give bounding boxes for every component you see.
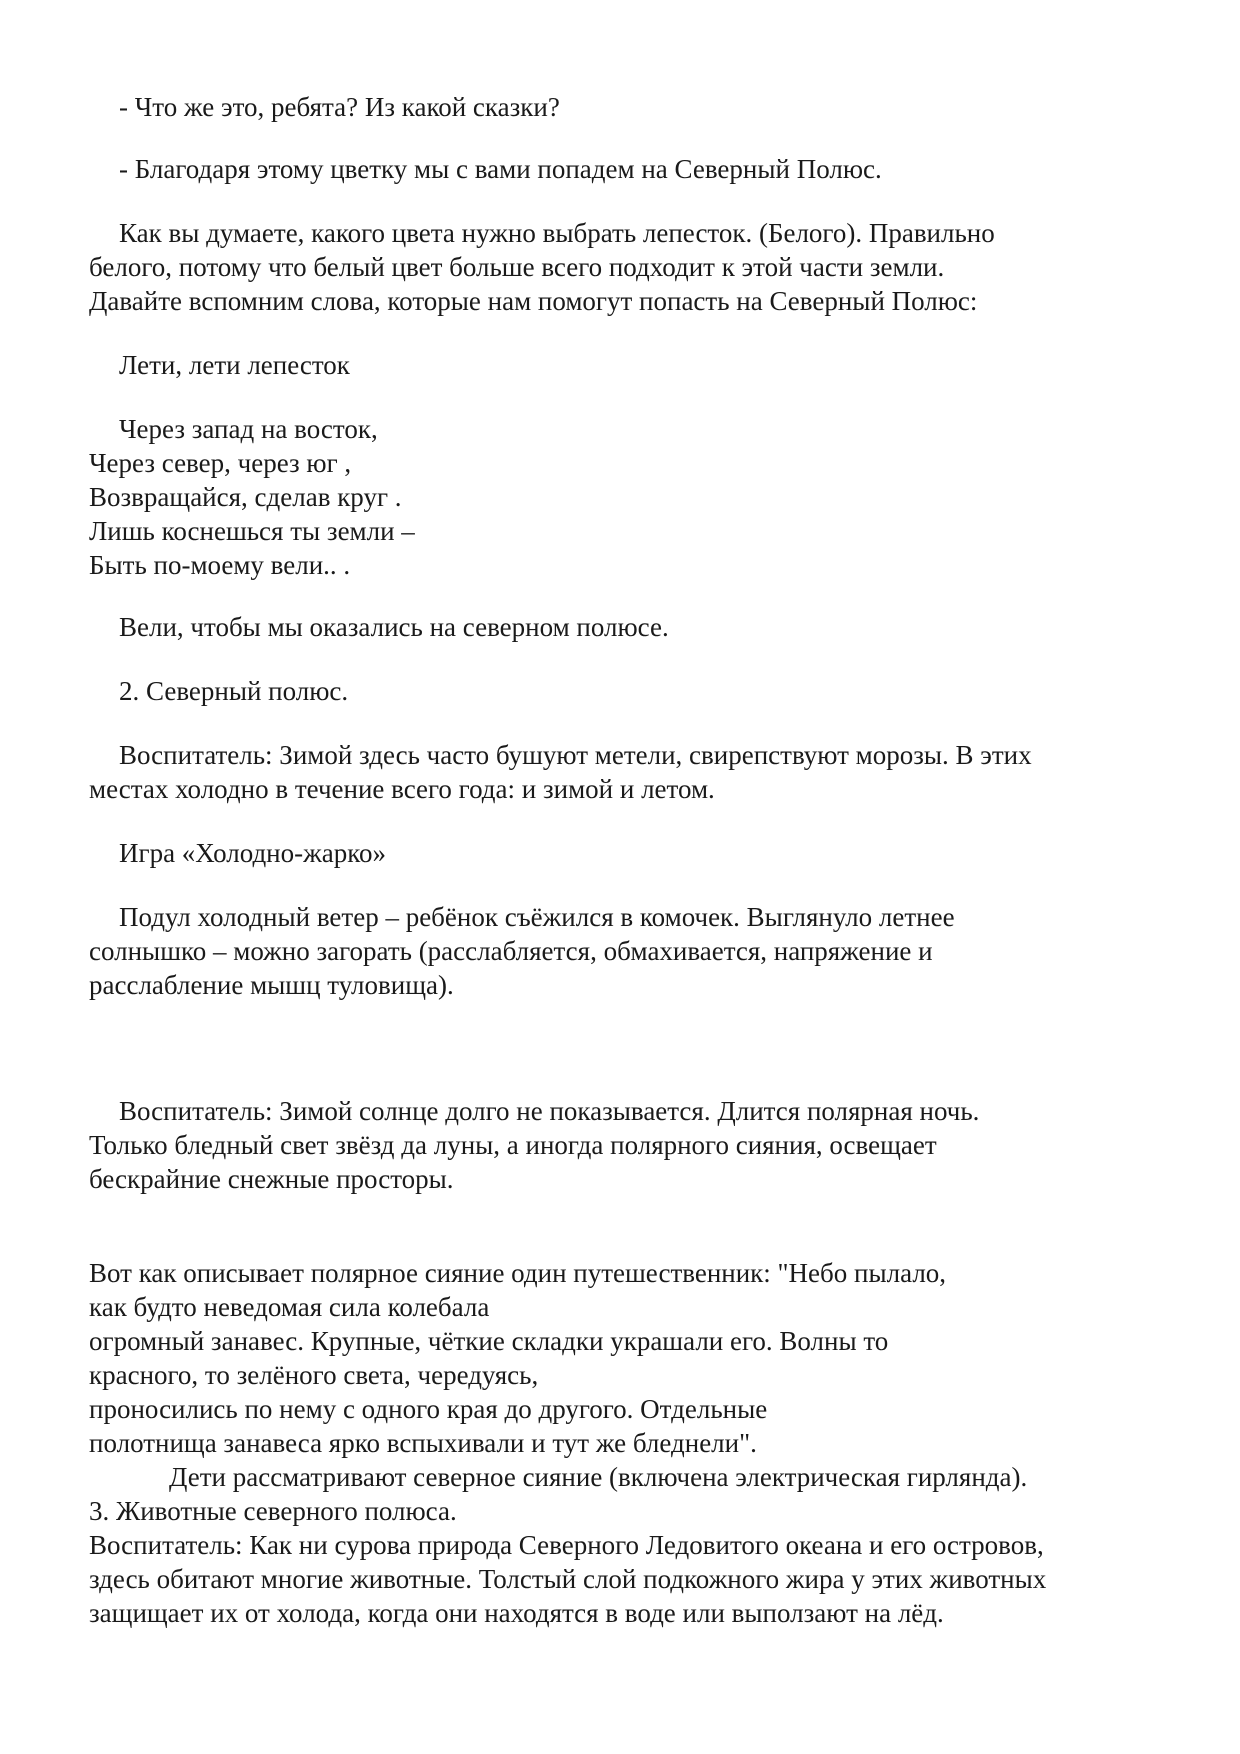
text-line: Воспитатель: Как ни сурова природа Северного Ледовитого океана и его островов, [89, 1530, 1044, 1560]
text-line: бескрайние снежные просторы. [89, 1164, 454, 1194]
text-line: Дети рассматривают северное сияние (включена электрическая гирлянда). [169, 1462, 1028, 1492]
text-line: местах холодно в течение всего года: и зимой и летом. [89, 774, 715, 804]
poem-line: Через запад на восток, [119, 414, 378, 444]
text-line: Подул холодный ветер – ребёнок съёжился в комочек. Выглянуло летнее [119, 902, 955, 932]
text-line: Вели, чтобы мы оказались на северном полюсе. [119, 612, 669, 642]
text-line: Игра «Холодно-жарко» [119, 838, 387, 868]
text-line: - Благодаря этому цветку мы с вами попадем на Северный Полюс. [119, 154, 882, 184]
poem-line: Быть по-моему вели.. . [89, 550, 351, 580]
text-line: Лети, лети лепесток [119, 350, 350, 380]
text-line: расслабление мышц туловища). [89, 970, 454, 1000]
text-line: солнышко – можно загорать (расслабляется, обмахивается, напряжение и [89, 936, 933, 966]
text-line: проносились по нему с одного края до другого. Отдельные [89, 1394, 768, 1424]
section-heading: 2. Северный полюс. [119, 676, 349, 706]
text-line: Воспитатель: Зимой здесь часто бушуют метели, свирепствуют морозы. В этих [119, 740, 1032, 770]
text-line: красного, то зелёного света, чередуясь, [89, 1360, 539, 1390]
text-line: огромный занавес. Крупные, чёткие складки украшали его. Волны то [89, 1326, 889, 1356]
text-line: - Что же это, ребята? Из какой сказки? [119, 92, 560, 122]
text-line: белого, потому что белый цвет больше всего подходит к этой части земли. [89, 252, 945, 282]
text-line: Вот как описывает полярное сияние один путешественник: "Небо пылало, [89, 1258, 947, 1288]
section-heading: 3. Животные северного полюса. [89, 1496, 457, 1526]
text-line: защищает их от холода, когда они находятся в воде или выползают на лёд. [89, 1598, 944, 1628]
text-line: Как вы думаете, какого цвета нужно выбрать лепесток. (Белого). Правильно [119, 218, 995, 248]
text-line: Давайте вспомним слова, которые нам помогут попасть на Северный Полюс: [89, 286, 978, 316]
text-line: Воспитатель: Зимой солнце долго не показывается. Длится полярная ночь. [119, 1096, 980, 1126]
text-line: Только бледный свет звёзд да луны, а иногда полярного сияния, освещает [89, 1130, 937, 1160]
poem-line: Возвращайся, сделав круг . [89, 482, 402, 512]
text-line: как будто неведомая сила колебала [89, 1292, 490, 1322]
poem-line: Через север, через юг , [89, 448, 352, 478]
poem-line: Лишь коснешься ты земли – [89, 516, 415, 546]
text-line: здесь обитают многие животные. Толстый слой подкожного жира у этих животных [89, 1564, 1047, 1594]
text-line: полотнища занавеса ярко вспыхивали и тут же бледнели". [89, 1428, 757, 1458]
